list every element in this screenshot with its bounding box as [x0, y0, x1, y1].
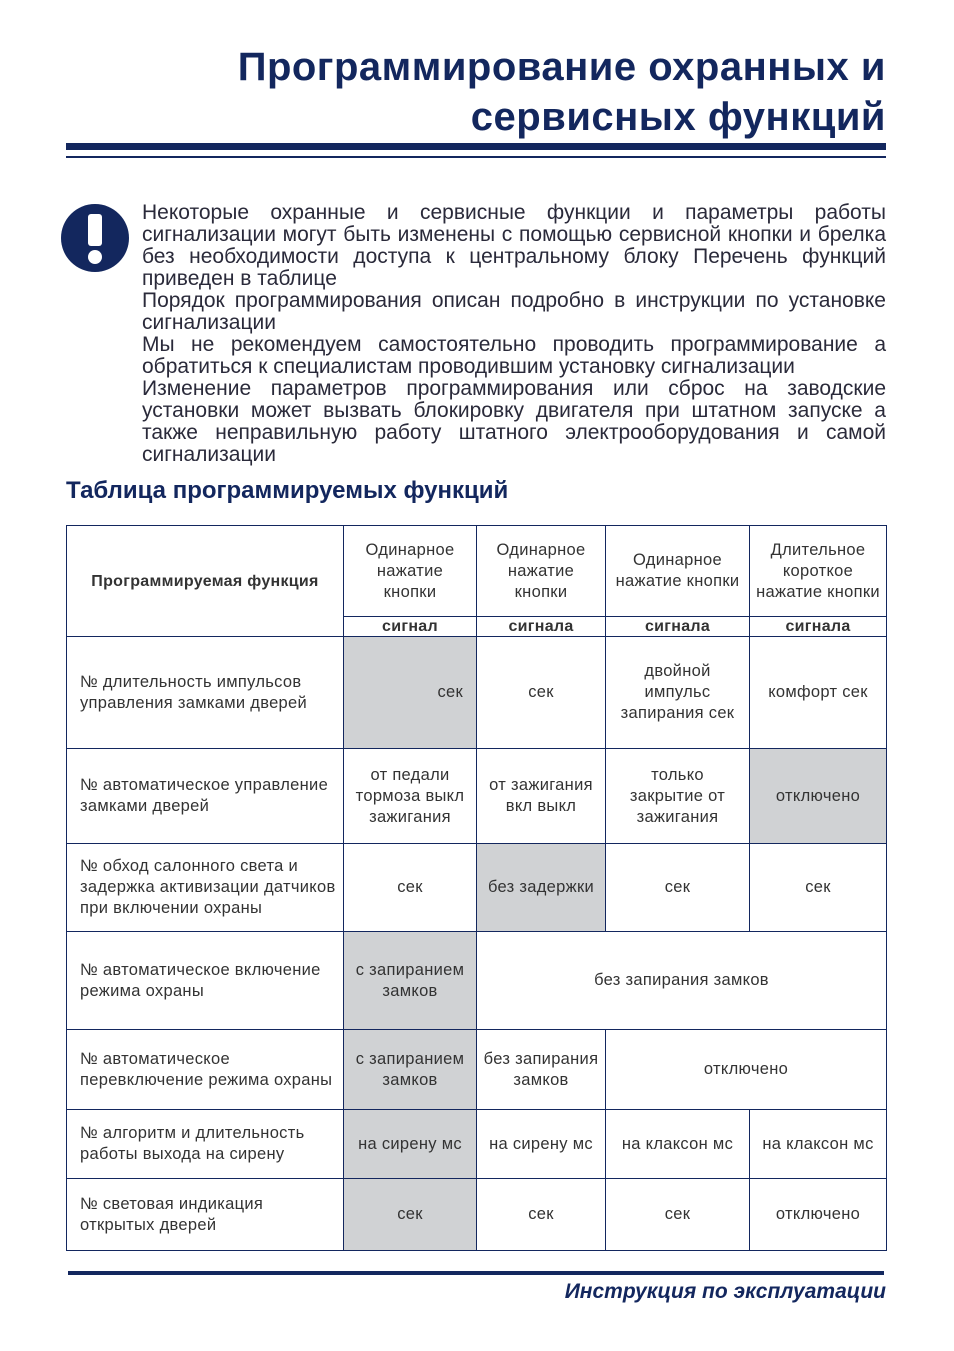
table-row [67, 1110, 887, 1179]
table-header-row [67, 526, 887, 617]
row-cell: сек [606, 1179, 750, 1251]
row-cell: без запирания замков [477, 1030, 606, 1110]
intro-paragraph-1: Некоторые охранные и сервисные функции и параметры работы сигнализации могут быть изменены с помощью сервисной кнопки и брелка без необходимости доступа к центральному блоку Перечень функций приведен в таблице [142, 201, 886, 290]
row-cell: от зажигания вкл выкл [477, 749, 606, 844]
row-function: № автоматическое включение режима охраны [67, 932, 344, 1030]
footer-rule [68, 1271, 884, 1275]
table-row [67, 1030, 887, 1110]
programming-table [66, 525, 887, 1251]
header-col-2: Одинарное нажатие кнопки [477, 526, 606, 617]
footer-text: Инструкция по эксплуатации [564, 1280, 886, 1303]
header-function: Программируемая функция [67, 526, 344, 637]
table-title: Таблица программируемых функций [66, 477, 509, 504]
row-cell: с запиранием замков [344, 932, 477, 1030]
row-cell: от педали тормоза выкл зажигания [344, 749, 477, 844]
table-row [67, 1179, 887, 1251]
page-title-line-1: Программирование охранных и [237, 45, 886, 89]
intro-paragraph-2: Порядок программирования описан подробно в инструкции по установке сигнализации [142, 289, 886, 334]
header-col-4: Длительное короткое нажатие кнопки [750, 526, 887, 617]
row-function: № автоматическое перевключение режима охраны [67, 1030, 344, 1110]
signal-col-4: сигнала [750, 617, 887, 637]
row-cell: сек [344, 844, 477, 932]
row-cell: на сирену мс [477, 1110, 606, 1179]
table-row [67, 637, 887, 749]
row-cell: с запиранием замков [344, 1030, 477, 1110]
header-col-3: Одинарное нажатие кнопки [606, 526, 750, 617]
row-cell: без запирания замков [477, 932, 887, 1030]
row-cell: на сирену мс [344, 1110, 477, 1179]
row-cell: сек [344, 1179, 477, 1251]
row-cell: сек [477, 1179, 606, 1251]
row-cell: только закрытие от зажигания [606, 749, 750, 844]
row-function: № обход салонного света и задержка активизации датчиков при включении охраны [67, 844, 344, 932]
row-function: № алгоритм и длительность работы выхода на сирену [67, 1110, 344, 1179]
row-cell: на клаксон мс [606, 1110, 750, 1179]
row-cell: отключено [750, 749, 887, 844]
row-cell: без задержки [477, 844, 606, 932]
page-title [238, 42, 886, 142]
row-cell: комфорт сек [750, 637, 887, 749]
row-cell: на клаксон мс [750, 1110, 887, 1179]
table-row [67, 932, 887, 1030]
table-row [67, 749, 887, 844]
row-cell: сек [477, 637, 606, 749]
title-rule-thick [66, 143, 886, 150]
intro-paragraph-4: Изменение параметров программирования или сброс на заводские установки может вызвать блокировку двигателя при штатном запуске а также неправильную работу штатного электрооборудования и самой сигнализации [142, 377, 886, 466]
intro-text [142, 202, 886, 466]
exclamation-circle-icon [61, 204, 129, 272]
signal-col-1: сигнал [344, 617, 477, 637]
row-function: № световая индикация открытых дверей [67, 1179, 344, 1251]
page-title-line-2: сервисных функций [470, 95, 886, 139]
row-cell: отключено [750, 1179, 887, 1251]
row-cell: сек [750, 844, 887, 932]
signal-col-3: сигнала [606, 617, 750, 637]
title-rule-thin [66, 156, 886, 158]
row-cell: сек [344, 637, 477, 749]
signal-col-2: сигнала [477, 617, 606, 637]
header-col-1: Одинарное нажатие кнопки [344, 526, 477, 617]
row-cell: сек [606, 844, 750, 932]
row-cell: двойной импульс запирания сек [606, 637, 750, 749]
row-function: № длительность импульсов управления замками дверей [67, 637, 344, 749]
intro-paragraph-3: Мы не рекомендуем самостоятельно проводить программирование а обратиться к специалистам проводившим установку сигнализации [142, 333, 886, 378]
table-row [67, 844, 887, 932]
row-function: № автоматическое управление замками дверей [67, 749, 344, 844]
row-cell: отключено [606, 1030, 887, 1110]
